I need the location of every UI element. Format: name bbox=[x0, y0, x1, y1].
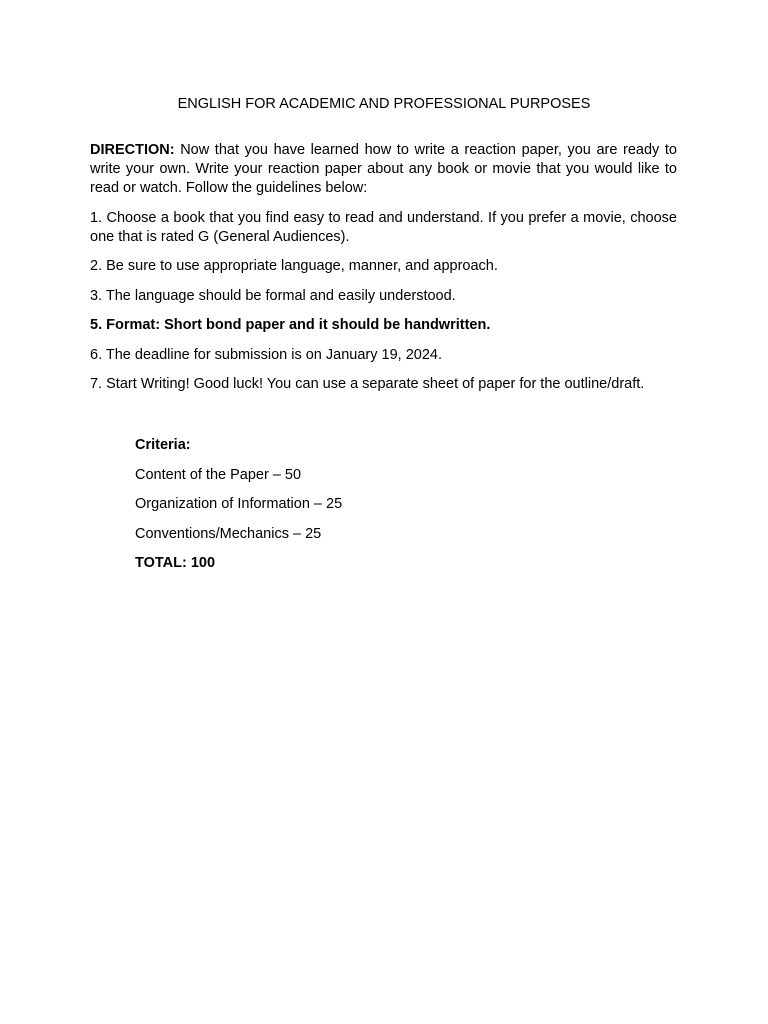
guideline-item-start-writing: 7. Start Writing! Good luck! You can use a separate sheet of paper for the outline/draft. bbox=[90, 376, 645, 392]
direction-paragraph bbox=[90, 141, 677, 198]
guideline-item-format: 5. Format: Short bond paper and it should be handwritten. bbox=[90, 317, 491, 333]
criteria-item: Content of the Paper – 50 bbox=[135, 466, 302, 483]
criteria-section bbox=[135, 436, 342, 584]
guideline-item-2: 2. Be sure to use appropriate language, manner, and approach. bbox=[90, 258, 498, 274]
direction-label: DIRECTION: bbox=[90, 142, 175, 158]
direction-text: Now that you have learned how to write a reaction paper, you are ready to write your own. Write your reaction paper about any book or movie that you would like to read or watch. Follow the guidelines below: bbox=[90, 142, 677, 196]
criteria-total: TOTAL: 100 bbox=[135, 555, 216, 571]
criteria-item: Conventions/Mechanics – 25 bbox=[135, 525, 322, 542]
guideline-item-deadline: 6. The deadline for submission is on January 19, 2024. bbox=[90, 346, 442, 363]
guideline-item-1: 1. Choose a book that you find easy to read and understand. If you prefer a movie, choose one that is rated G (General Audiences). bbox=[90, 209, 677, 245]
criteria-item: Organization of Information – 25 bbox=[135, 496, 343, 512]
guideline-item-3: 3. The language should be formal and easily understood. bbox=[90, 287, 456, 304]
document-title: ENGLISH FOR ACADEMIC AND PROFESSIONAL PURPOSES bbox=[177, 96, 591, 112]
criteria-heading: Criteria: bbox=[135, 437, 191, 453]
document-body bbox=[90, 141, 677, 405]
